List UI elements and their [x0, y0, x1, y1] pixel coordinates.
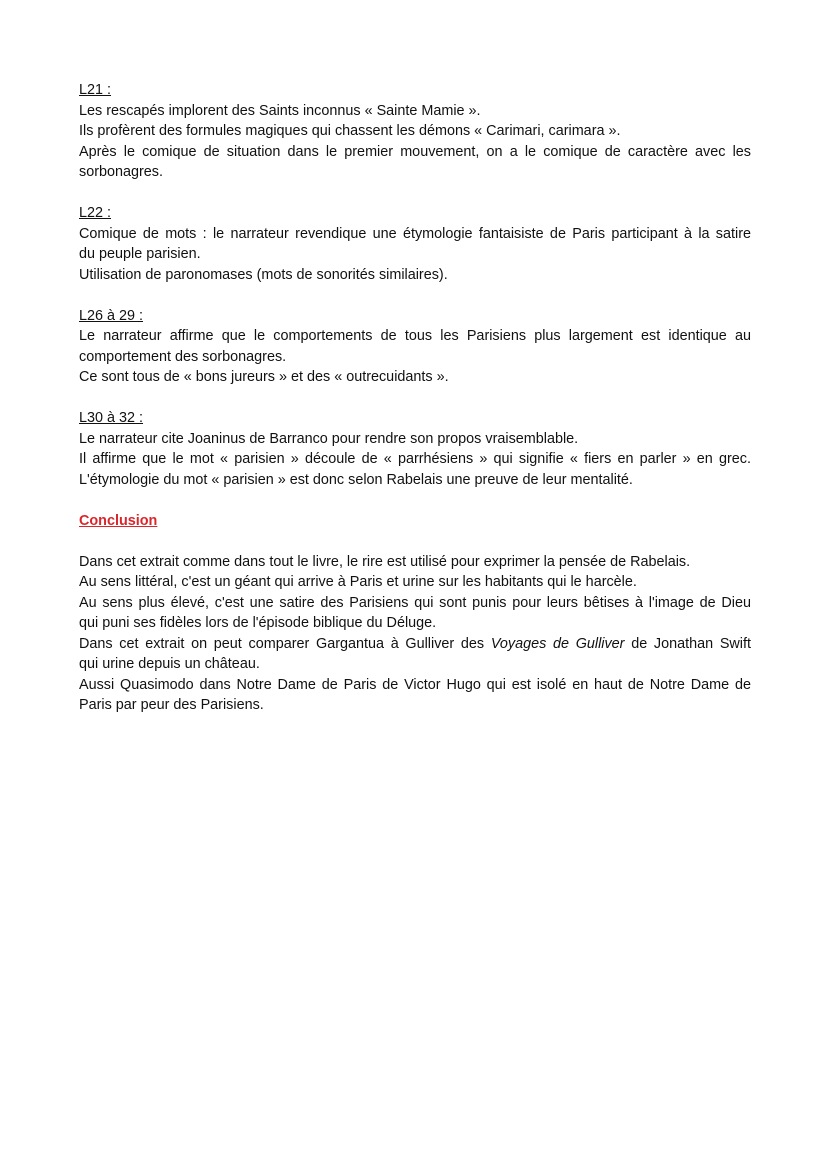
book-title: Voyages de Gulliver: [490, 635, 625, 652]
paragraph-line: Au sens plus élevé, c'est une satire des Parisiens qui sont punis pour leurs bêtises à l'image de Dieu: [79, 594, 751, 611]
section-heading: L21 :: [79, 82, 112, 98]
document-page: [79, 80, 751, 716]
paragraph-line: [79, 634, 751, 655]
paragraph-line: Aussi Quasimodo dans Notre Dame de Paris de Victor Hugo qui est isolé en haut de Notre Dame de: [79, 676, 751, 693]
paragraph-line: Ce sont tous de « bons jureurs » et des « outrecuidants ».: [79, 369, 449, 385]
section-l22: [79, 203, 751, 285]
paragraph-line: Le narrateur cite Joaninus de Barranco pour rendre son propos vraisemblable.: [79, 430, 579, 447]
paragraph-line: Les rescapés implorent des Saints inconnus « Sainte Mamie ».: [79, 102, 481, 119]
text-run: de Jonathan Swift: [624, 635, 751, 652]
paragraph-line: sorbonagres.: [79, 164, 163, 180]
section-heading: L26 à 29 :: [79, 307, 144, 324]
paragraph-line: qui urine depuis un château.: [79, 656, 260, 672]
text-run: Dans cet extrait on peut comparer Gargantua à Gulliver des: [79, 635, 491, 652]
section-heading: L22 :: [79, 205, 112, 221]
section-l21: [79, 80, 751, 183]
conclusion-heading: Conclusion: [79, 512, 158, 529]
section-heading: L30 à 32 :: [79, 410, 144, 426]
paragraph-line: Après le comique de situation dans le premier mouvement, on a le comique de caractère avec les: [79, 143, 751, 160]
section-l30-32: [79, 408, 751, 490]
paragraph-line: qui puni ses fidèles lors de l'épisode biblique du Déluge.: [79, 615, 437, 631]
paragraph-line: du peuple parisien.: [79, 246, 201, 262]
paragraph-line: Paris par peur des Parisiens.: [79, 697, 264, 713]
section-l26-29: [79, 306, 751, 388]
paragraph-line: Au sens littéral, c'est un géant qui arrive à Paris et urine sur les habitants qui le harcèle.: [79, 574, 637, 590]
paragraph-line: Utilisation de paronomases (mots de sonorités similaires).: [79, 266, 448, 283]
paragraph-line: Il affirme que le mot « parisien » découle de « parrhésiens » qui signifie « fiers en parler » en grec.: [79, 451, 751, 467]
paragraph-line: Dans cet extrait comme dans tout le livre, le rire est utilisé pour exprimer la pensée de Rabelais.: [79, 553, 691, 570]
paragraph-line: Le narrateur affirme que le comportements de tous les Parisiens plus largement est identique au: [79, 328, 751, 344]
paragraph-line: Ils profèrent des formules magiques qui chassent les démons « Carimari, carimara ».: [79, 123, 621, 139]
paragraph-line: Comique de mots : le narrateur revendique une étymologie fantaisiste de Paris participant à la satire: [79, 225, 751, 242]
paragraph-line: comportement des sorbonagres.: [79, 348, 287, 365]
paragraph-line: L'étymologie du mot « parisien » est donc selon Rabelais une preuve de leur mentalité.: [79, 471, 633, 488]
conclusion-body: [79, 552, 751, 716]
